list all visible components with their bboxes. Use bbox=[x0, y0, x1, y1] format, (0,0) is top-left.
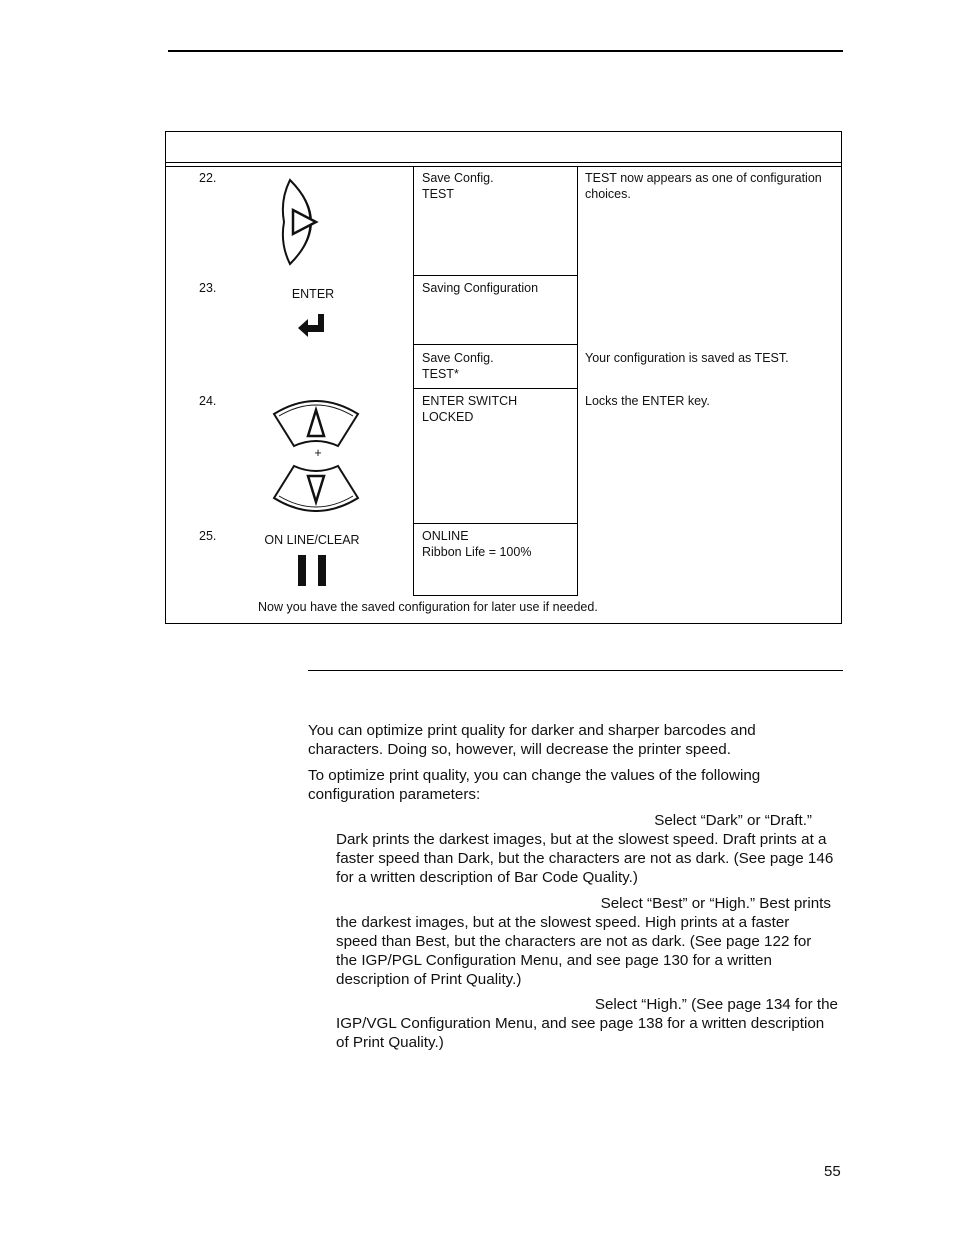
text-line: characters. Doing so, however, will decrease the printer speed. bbox=[308, 741, 731, 758]
text-line: Select “High.” (See page 134 for the bbox=[594, 996, 838, 1013]
text-line: Dark prints the darkest images, but at the slowest speed. Draft prints at a bbox=[336, 831, 827, 848]
display-line: ONLINE bbox=[422, 529, 469, 543]
display-line: Ribbon Life = 100% bbox=[422, 544, 532, 559]
row-divider bbox=[413, 595, 578, 596]
table-header-rule-2 bbox=[166, 166, 841, 167]
pause-key-icon bbox=[298, 555, 328, 587]
text-line: You can optimize print quality for darker and sharper barcodes and bbox=[308, 722, 756, 739]
enter-key-label: ENTER bbox=[291, 287, 335, 301]
table-footer: Now you have the saved configuration for later use if needed. bbox=[258, 600, 598, 614]
list-item bbox=[336, 894, 844, 989]
paragraph bbox=[308, 766, 848, 804]
display-col-right bbox=[577, 167, 578, 596]
display-text bbox=[422, 394, 572, 425]
paragraph bbox=[308, 721, 848, 759]
display-line: TEST bbox=[422, 186, 454, 201]
step-number: 22. bbox=[199, 171, 217, 185]
text-line: To optimize print quality, you can change the values of the following bbox=[308, 767, 761, 784]
note-text: Your configuration is saved as TEST. bbox=[585, 351, 789, 365]
text-line: Select “Dark” or “Draft.” bbox=[654, 812, 812, 829]
text-line: speed than Best, but the characters are not as dark. (See page 122 for bbox=[336, 933, 812, 950]
display-text bbox=[422, 171, 572, 202]
list-item bbox=[336, 995, 844, 1052]
text-line: faster speed than Dark, but the characters are not as dark. (See page 146 bbox=[336, 850, 834, 867]
text-line: Select “Best” or “High.” Best prints bbox=[600, 895, 831, 912]
page-number: 55 bbox=[824, 1163, 841, 1180]
display-col-left bbox=[413, 167, 414, 596]
list-item bbox=[336, 811, 844, 887]
display-line: Save Config. bbox=[422, 351, 494, 365]
row-divider bbox=[413, 344, 578, 345]
display-text bbox=[422, 529, 572, 560]
text-line: configuration parameters: bbox=[308, 786, 481, 803]
text-line: of Print Quality.) bbox=[336, 1034, 444, 1051]
up-down-keys-icon bbox=[272, 464, 360, 512]
online-key-label: ON LINE/CLEAR bbox=[264, 533, 360, 547]
step-number: 24. bbox=[199, 394, 217, 408]
text-line: IGP/VGL Configuration Menu, and see page 138 for a written description bbox=[336, 1015, 825, 1032]
row-divider bbox=[413, 523, 578, 524]
row-divider bbox=[413, 388, 578, 389]
text-line: for a written description of Bar Code Quality.) bbox=[336, 869, 638, 886]
text-line: the IGP/PGL Configuration Menu, and see page 130 for a written bbox=[336, 952, 772, 969]
step-number: 25. bbox=[199, 529, 217, 543]
right-arrow-key-icon bbox=[280, 178, 330, 266]
display-line: TEST* bbox=[422, 366, 459, 381]
up-arrow-key-icon bbox=[272, 400, 360, 448]
note-text: Locks the ENTER key. bbox=[585, 394, 710, 408]
text-line: description of Print Quality.) bbox=[336, 971, 522, 988]
display-text bbox=[422, 351, 572, 382]
header-rule bbox=[168, 50, 843, 52]
row-divider bbox=[413, 275, 578, 276]
text-line: the darkest images, but at the slowest speed. High prints at a faster bbox=[336, 914, 790, 931]
note-text: TEST now appears as one of configuration choices. bbox=[585, 171, 822, 201]
step-number: 23. bbox=[199, 281, 217, 295]
section-rule bbox=[308, 670, 843, 671]
table-header-rule bbox=[166, 162, 841, 163]
display-line: Saving Configuration bbox=[422, 281, 539, 295]
display-line: ENTER SWITCH bbox=[422, 394, 518, 408]
display-text bbox=[422, 281, 572, 297]
enter-key-icon bbox=[296, 312, 328, 338]
plus-label: + bbox=[314, 446, 322, 460]
display-line: LOCKED bbox=[422, 409, 474, 424]
display-line: Save Config. bbox=[422, 171, 494, 185]
